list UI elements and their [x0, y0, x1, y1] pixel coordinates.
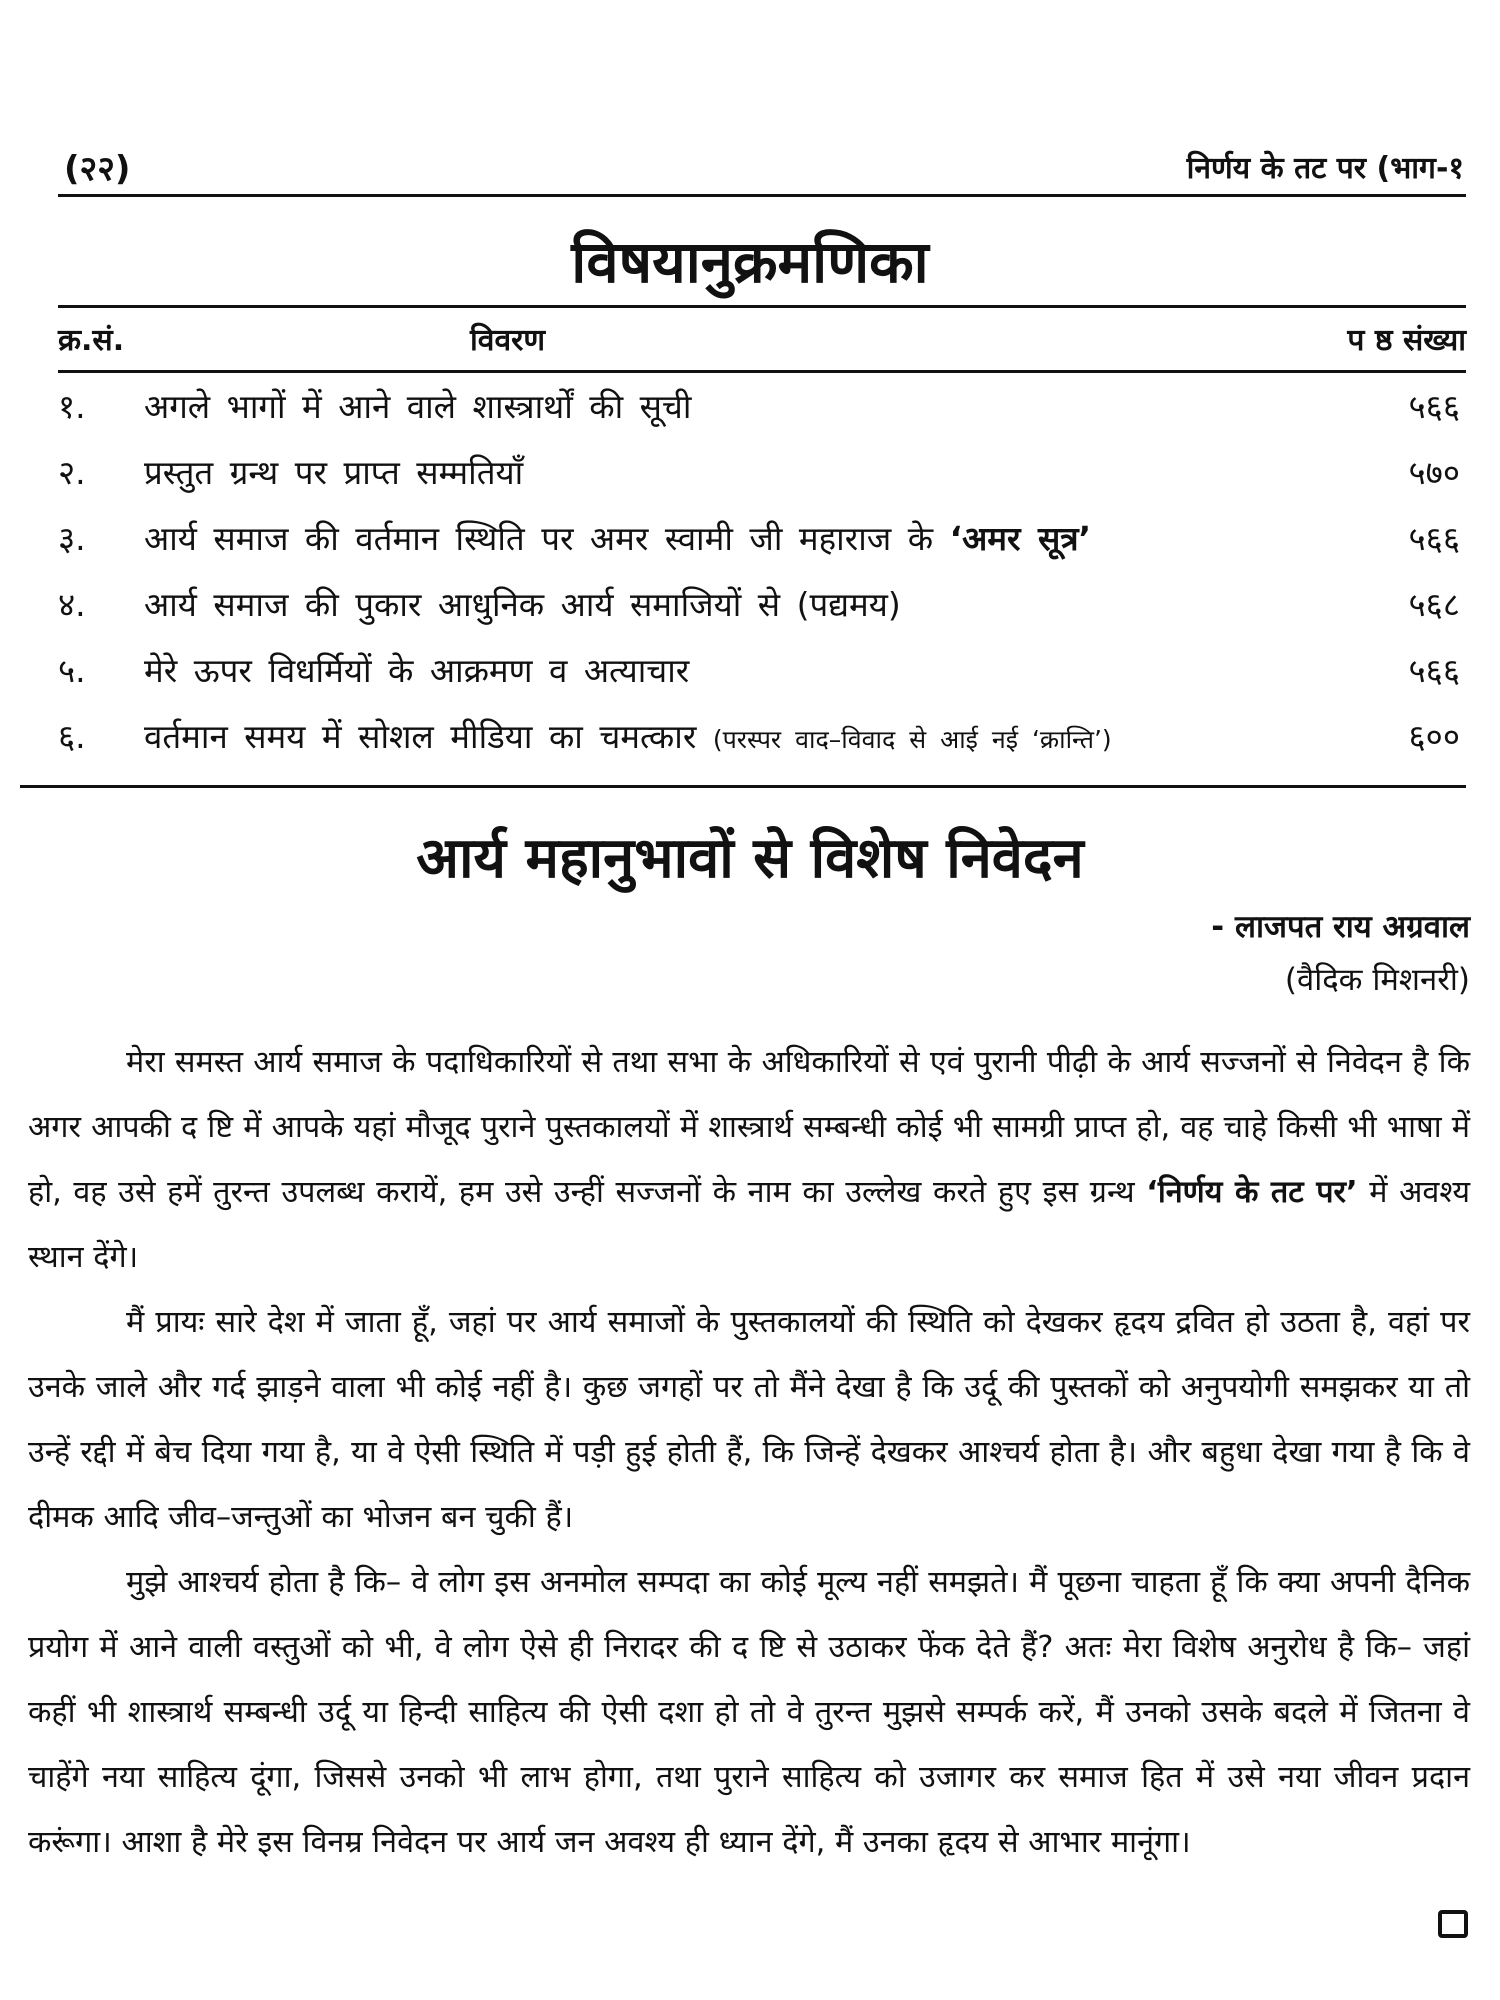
book-title-emphasis: ‘निर्णय के तट पर’	[1146, 1175, 1358, 1210]
author-role: (वैदिक मिशनरी)	[1284, 962, 1470, 998]
toc-description	[144, 647, 689, 692]
section-divider	[20, 785, 1466, 788]
toc-serial: १.	[58, 387, 86, 426]
toc-row	[58, 637, 1466, 703]
toc-serial: ४.	[58, 585, 86, 624]
toc-page: ५६६	[1408, 387, 1460, 426]
toc-row	[58, 703, 1466, 769]
toc-title: विषयानुक्रमणिका	[571, 228, 929, 296]
toc-serial: ६.	[58, 717, 86, 756]
toc-page: ५७०	[1408, 453, 1460, 492]
end-of-article-square-icon	[1438, 1910, 1468, 1938]
page-number: (२२)	[64, 149, 131, 189]
toc-text: अगले भागों में आने वाले शास्त्रार्थों की सूची	[144, 387, 692, 426]
toc-text: प्रस्तुत ग्रन्थ पर प्राप्त सम्मतियाँ	[144, 453, 524, 492]
toc-col-serial: क्र.सं.	[58, 323, 125, 358]
toc-page: ५६६	[1408, 651, 1460, 690]
paragraph-2: मैं प्रायः सारे देश में जाता हूँ, जहां पर आर्य समाजों के पुस्तकालयों की स्थिति को देखकर हृदय द्रवित हो उठता है, वहां पर उनके जाले और गर्द झाड़ने वाला भी कोई नहीं है। कुछ जगहों पर तो मैंने देखा है कि उर्दू की पुस्तकों को अनुपयोगी समझकर या तो उन्हें रद्दी में बेच दिया गया है, या वे ऐसी स्थिति में पड़ी हुई होती हैं, कि जिन्हें देखकर आश्चर्य होता है। और बहुधा देखा गया है कि वे दीमक आदि जीव–जन्तुओं का भोजन बन चुकी हैं।	[28, 1305, 1470, 1535]
toc-page: ५६८	[1408, 585, 1460, 624]
running-head: निर्णय के तट पर (भाग-१	[1186, 151, 1464, 186]
toc-note: (परस्पर वाद–विवाद से आई नई ‘क्रान्ति’)	[712, 725, 1112, 754]
toc-page: ६००	[1408, 717, 1460, 756]
toc-serial: ५.	[58, 651, 86, 690]
toc-row	[58, 505, 1466, 571]
toc-description	[144, 713, 1112, 758]
toc-col-page: प ष्ठ संख्या	[1347, 323, 1466, 358]
paragraph-1-end: में अवश्य स्थान देंगे।	[28, 1175, 1471, 1275]
toc-description	[144, 515, 1091, 560]
toc-header-row	[58, 305, 1466, 373]
paragraph-1	[28, 1030, 1470, 1290]
toc-text: मेरे ऊपर विधर्मियों के आक्रमण व अत्याचार	[144, 651, 690, 690]
paragraph-1-text: मेरा समस्त आर्य समाज के पदाधिकारियों से तथा सभा के अधिकारियों से एवं पुरानी पीढ़ी के आर्य सज्जनों से निवेदन है कि अगर आपकी द ष्टि में आपके यहां मौजूद पुराने पुस्तकालयों में शास्त्रार्थ सम्बन्धी कोई भी सामग्री प्राप्त हो, वह चाहे किसी भी भाषा में हो, वह उसे हमें तुरन्त उपलब्ध करायें, हम उसे उन्हीं सज्जनों के नाम का उल्लेख करते हुए इस ग्रन्थ	[28, 1045, 1470, 1210]
paragraph-3: मुझे आश्चर्य होता है कि– वे लोग इस अनमोल सम्पदा का कोई मूल्य नहीं समझते। मैं पूछना चाहता हूँ कि क्या अपनी दैनिक प्रयोग में आने वाली वस्तुओं को भी, वे लोग ऐसे ही निरादर की द ष्टि से उठाकर फेंक देते हैं? अतः मेरा विशेष अनुरोध है कि– जहां कहीं भी शास्त्रार्थ सम्बन्धी उर्दू या हिन्दी साहित्य की ऐसी दशा हो तो वे तुरन्त मुझसे सम्पर्क करें, मैं उनको उसके बदले में जितना वे चाहेंगे नया साहित्य दूंगा, जिससे उनको भी लाभ होगा, तथा पुराने साहित्य को उजागर कर समाज हित में उसे नया जीवन प्रदान करूंगा। आशा है मेरे इस विनम्र निवेदन पर आर्य जन अवश्य ही ध्यान देंगे, मैं उनका हृदय से आभार मानूंगा।	[28, 1565, 1470, 1860]
page-header	[58, 142, 1466, 197]
toc-page: ५६६	[1408, 519, 1460, 558]
toc-description	[144, 449, 523, 494]
toc-description	[144, 581, 901, 626]
article-body	[28, 1030, 1470, 1875]
toc-row	[58, 439, 1466, 505]
toc-serial: २.	[58, 453, 86, 492]
toc-bold-title: ‘अमर सूत्र’	[949, 519, 1092, 558]
toc-serial: ३.	[58, 519, 86, 558]
toc-text: आर्य समाज की पुकार आधुनिक आर्य समाजियों से (पद्यमय)	[144, 585, 901, 624]
toc-row	[58, 571, 1466, 637]
toc-col-description: विवरण	[470, 323, 546, 358]
toc-description	[144, 383, 691, 428]
toc-text: वर्तमान समय में सोशल मीडिया का चमत्कार	[144, 717, 697, 756]
toc-row	[58, 373, 1466, 439]
toc-table	[58, 305, 1466, 769]
author-name: - लाजपत राय अग्रवाल	[1211, 909, 1470, 945]
toc-text: आर्य समाज की वर्तमान स्थिति पर अमर स्वामी जी महाराज के	[144, 519, 934, 558]
article-title: आर्य महानुभावों से विशेष निवेदन	[416, 826, 1084, 891]
